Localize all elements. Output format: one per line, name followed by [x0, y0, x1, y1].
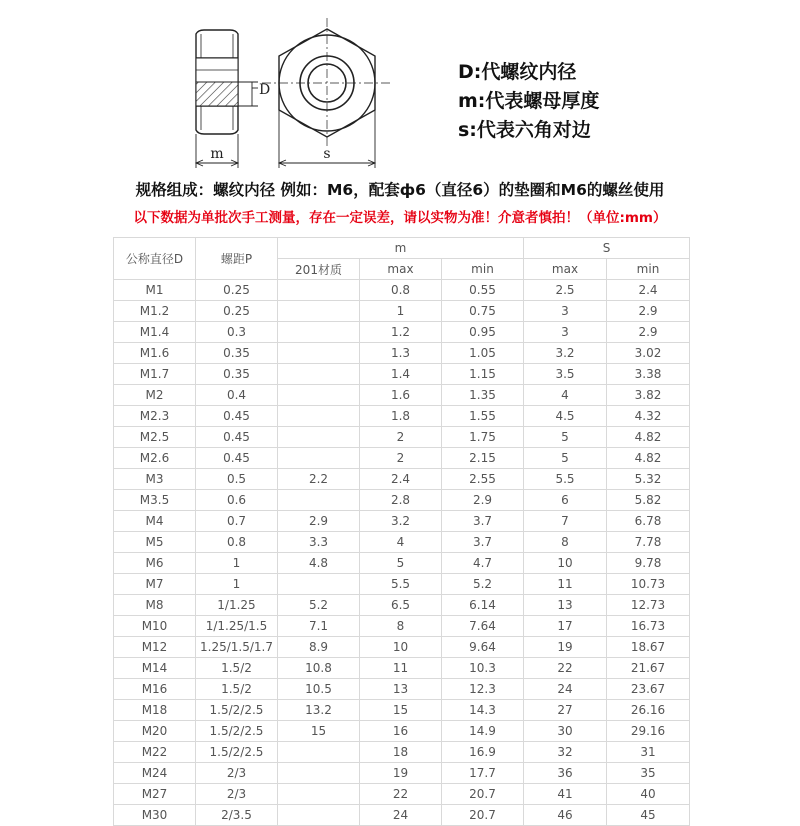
cell-s-max: 19 [524, 637, 607, 658]
legend-d: D:代螺纹内径 [458, 61, 577, 83]
cell-m-max: 3.2 [360, 511, 442, 532]
cell-material [278, 427, 360, 448]
table-row [114, 679, 690, 700]
cell-material [278, 301, 360, 322]
cell-s-min: 40 [607, 784, 690, 805]
hex-nut-drawing [0, 0, 440, 175]
cell-m-max: 6.5 [360, 595, 442, 616]
cell-material [278, 805, 360, 826]
cell-m-min: 1.35 [442, 385, 524, 406]
cell-s-max: 5 [524, 448, 607, 469]
spec-table-body [114, 280, 690, 826]
cell-s-min: 26.16 [607, 700, 690, 721]
cell-s-max: 5 [524, 427, 607, 448]
cell-pitch: 1 [196, 574, 278, 595]
cell-material: 4.8 [278, 553, 360, 574]
cell-s-min: 31 [607, 742, 690, 763]
cell-pitch: 1/1.25 [196, 595, 278, 616]
cell-s-min: 23.67 [607, 679, 690, 700]
cell-nominal: M18 [114, 700, 196, 721]
section-hatch [196, 82, 238, 106]
cell-s-max: 3 [524, 301, 607, 322]
cell-s-max: 7 [524, 511, 607, 532]
cell-nominal: M2.6 [114, 448, 196, 469]
cell-s-min: 18.67 [607, 637, 690, 658]
cell-material: 7.1 [278, 616, 360, 637]
cell-nominal: M20 [114, 721, 196, 742]
measurement-notice: 以下数据为单批次手工测量，存在一定误差，请以实物为准！介意者慎拍！（单位:mm） [133, 210, 667, 226]
cell-m-min: 10.3 [442, 658, 524, 679]
cell-m-max: 18 [360, 742, 442, 763]
cell-pitch: 0.45 [196, 448, 278, 469]
cell-nominal: M6 [114, 553, 196, 574]
cell-material [278, 574, 360, 595]
cell-m-max: 19 [360, 763, 442, 784]
cell-m-max: 2 [360, 448, 442, 469]
cell-material: 3.3 [278, 532, 360, 553]
cell-m-max: 1.8 [360, 406, 442, 427]
cell-m-min: 1.55 [442, 406, 524, 427]
cell-pitch: 2/3 [196, 763, 278, 784]
cell-pitch: 0.35 [196, 343, 278, 364]
cell-s-max: 3 [524, 322, 607, 343]
cell-pitch: 1.25/1.5/1.7 [196, 637, 278, 658]
cell-s-min: 12.73 [607, 595, 690, 616]
cell-m-min: 6.14 [442, 595, 524, 616]
cell-s-min: 3.02 [607, 343, 690, 364]
cell-nominal: M8 [114, 595, 196, 616]
table-row [114, 511, 690, 532]
table-row [114, 763, 690, 784]
cell-nominal: M1.2 [114, 301, 196, 322]
cell-material [278, 343, 360, 364]
cell-s-max: 4 [524, 385, 607, 406]
cell-s-max: 17 [524, 616, 607, 637]
cell-material [278, 364, 360, 385]
table-row [114, 448, 690, 469]
cell-m-min: 5.2 [442, 574, 524, 595]
cell-pitch: 0.8 [196, 532, 278, 553]
table-row [114, 490, 690, 511]
legend-m: m:代表螺母厚度 [458, 90, 600, 112]
cell-s-max: 3.5 [524, 364, 607, 385]
header-pitch: 螺距P [196, 238, 278, 280]
cell-pitch: 0.45 [196, 427, 278, 448]
cell-nominal: M12 [114, 637, 196, 658]
cell-s-max: 6 [524, 490, 607, 511]
cell-m-min: 20.7 [442, 784, 524, 805]
cell-m-max: 15 [360, 700, 442, 721]
cell-s-min: 4.32 [607, 406, 690, 427]
table-row [114, 721, 690, 742]
cell-s-min: 3.38 [607, 364, 690, 385]
cell-s-max: 3.2 [524, 343, 607, 364]
header-m: m [278, 238, 524, 259]
cell-m-max: 16 [360, 721, 442, 742]
table-row [114, 532, 690, 553]
cell-pitch: 0.4 [196, 385, 278, 406]
cell-m-min: 12.3 [442, 679, 524, 700]
cell-s-max: 46 [524, 805, 607, 826]
table-row [114, 301, 690, 322]
table-row [114, 637, 690, 658]
cell-pitch: 0.35 [196, 364, 278, 385]
cell-material [278, 406, 360, 427]
table-row [114, 406, 690, 427]
cell-m-max: 1.4 [360, 364, 442, 385]
cell-s-max: 41 [524, 784, 607, 805]
dimension-legend [458, 58, 778, 145]
cell-m-max: 1 [360, 301, 442, 322]
cell-s-min: 5.32 [607, 469, 690, 490]
cell-m-max: 22 [360, 784, 442, 805]
table-row [114, 595, 690, 616]
label-d: D [259, 82, 271, 98]
nut-side-view [196, 30, 258, 168]
table-row [114, 553, 690, 574]
cell-material: 10.8 [278, 658, 360, 679]
cell-m-max: 1.3 [360, 343, 442, 364]
cell-m-min: 2.9 [442, 490, 524, 511]
table-row [114, 700, 690, 721]
cell-s-min: 9.78 [607, 553, 690, 574]
cell-nominal: M3.5 [114, 490, 196, 511]
cell-s-min: 2.4 [607, 280, 690, 301]
cell-material: 2.2 [278, 469, 360, 490]
cell-m-min: 0.55 [442, 280, 524, 301]
cell-m-max: 0.8 [360, 280, 442, 301]
cell-pitch: 0.6 [196, 490, 278, 511]
cell-m-max: 8 [360, 616, 442, 637]
cell-material [278, 784, 360, 805]
cell-s-min: 35 [607, 763, 690, 784]
table-row [114, 385, 690, 406]
cell-m-min: 17.7 [442, 763, 524, 784]
table-row [114, 469, 690, 490]
cell-m-min: 3.7 [442, 511, 524, 532]
cell-s-max: 27 [524, 700, 607, 721]
cell-m-max: 1.6 [360, 385, 442, 406]
cell-pitch: 0.25 [196, 280, 278, 301]
header-s-max: max [524, 259, 607, 280]
cell-nominal: M24 [114, 763, 196, 784]
cell-nominal: M5 [114, 532, 196, 553]
cell-m-min: 2.55 [442, 469, 524, 490]
cell-pitch: 0.5 [196, 469, 278, 490]
header-s: S [524, 238, 690, 259]
cell-m-min: 0.75 [442, 301, 524, 322]
cell-s-min: 5.82 [607, 490, 690, 511]
cell-m-min: 1.75 [442, 427, 524, 448]
cell-m-max: 13 [360, 679, 442, 700]
cell-pitch: 2/3 [196, 784, 278, 805]
table-row [114, 805, 690, 826]
cell-m-min: 16.9 [442, 742, 524, 763]
cell-s-min: 4.82 [607, 448, 690, 469]
cell-nominal: M1 [114, 280, 196, 301]
legend-s: s:代表六角对边 [458, 119, 591, 141]
cell-nominal: M1.7 [114, 364, 196, 385]
cell-m-max: 24 [360, 805, 442, 826]
cell-pitch: 1.5/2 [196, 658, 278, 679]
cell-m-max: 11 [360, 658, 442, 679]
table-row [114, 784, 690, 805]
table-row [114, 364, 690, 385]
cell-m-min: 2.15 [442, 448, 524, 469]
table-row [114, 343, 690, 364]
cell-nominal: M2 [114, 385, 196, 406]
cell-nominal: M27 [114, 784, 196, 805]
cell-m-min: 14.9 [442, 721, 524, 742]
table-row [114, 658, 690, 679]
header-material: 201材质 [278, 259, 360, 280]
cell-material: 5.2 [278, 595, 360, 616]
cell-m-max: 2.8 [360, 490, 442, 511]
cell-s-min: 7.78 [607, 532, 690, 553]
cell-s-max: 36 [524, 763, 607, 784]
cell-m-min: 14.3 [442, 700, 524, 721]
cell-s-max: 22 [524, 658, 607, 679]
cell-s-min: 45 [607, 805, 690, 826]
cell-material [278, 490, 360, 511]
cell-nominal: M1.4 [114, 322, 196, 343]
cell-material: 8.9 [278, 637, 360, 658]
cell-s-min: 2.9 [607, 301, 690, 322]
cell-s-min: 6.78 [607, 511, 690, 532]
cell-nominal: M7 [114, 574, 196, 595]
cell-m-min: 7.64 [442, 616, 524, 637]
cell-material [278, 280, 360, 301]
cell-pitch: 2/3.5 [196, 805, 278, 826]
cell-pitch: 1.5/2/2.5 [196, 742, 278, 763]
cell-nominal: M1.6 [114, 343, 196, 364]
cell-s-min: 21.67 [607, 658, 690, 679]
cell-material: 15 [278, 721, 360, 742]
table-row [114, 322, 690, 343]
cell-m-max: 5 [360, 553, 442, 574]
cell-nominal: M3 [114, 469, 196, 490]
table-row [114, 616, 690, 637]
cell-s-max: 11 [524, 574, 607, 595]
cell-pitch: 0.7 [196, 511, 278, 532]
table-row [114, 574, 690, 595]
cell-s-max: 13 [524, 595, 607, 616]
label-s: s [323, 146, 331, 162]
cell-m-max: 4 [360, 532, 442, 553]
cell-m-min: 3.7 [442, 532, 524, 553]
cell-pitch: 0.45 [196, 406, 278, 427]
cell-s-min: 4.82 [607, 427, 690, 448]
spec-table [113, 237, 690, 826]
cell-s-max: 30 [524, 721, 607, 742]
cell-pitch: 1.5/2 [196, 679, 278, 700]
cell-m-min: 9.64 [442, 637, 524, 658]
cell-pitch: 1.5/2/2.5 [196, 700, 278, 721]
cell-material: 10.5 [278, 679, 360, 700]
cell-s-max: 24 [524, 679, 607, 700]
cell-m-max: 2.4 [360, 469, 442, 490]
spec-description: 规格组成：螺纹内径 例如：M6，配套ф6（直径6）的垫圈和M6的螺丝使用 [135, 181, 665, 199]
cell-nominal: M14 [114, 658, 196, 679]
cell-nominal: M2.3 [114, 406, 196, 427]
cell-nominal: M16 [114, 679, 196, 700]
cell-pitch: 0.3 [196, 322, 278, 343]
cell-m-min: 20.7 [442, 805, 524, 826]
cell-s-min: 3.82 [607, 385, 690, 406]
cell-material [278, 742, 360, 763]
cell-pitch: 1.5/2/2.5 [196, 721, 278, 742]
cell-s-max: 5.5 [524, 469, 607, 490]
cell-m-max: 2 [360, 427, 442, 448]
cell-material [278, 385, 360, 406]
header-m-min: min [442, 259, 524, 280]
cell-s-max: 2.5 [524, 280, 607, 301]
cell-s-max: 8 [524, 532, 607, 553]
cell-pitch: 1 [196, 553, 278, 574]
cell-nominal: M22 [114, 742, 196, 763]
cell-m-min: 1.15 [442, 364, 524, 385]
cell-m-min: 0.95 [442, 322, 524, 343]
cell-s-min: 16.73 [607, 616, 690, 637]
cell-nominal: M2.5 [114, 427, 196, 448]
cell-m-max: 1.2 [360, 322, 442, 343]
cell-s-min: 10.73 [607, 574, 690, 595]
cell-material: 2.9 [278, 511, 360, 532]
cell-m-min: 1.05 [442, 343, 524, 364]
header-s-min: min [607, 259, 690, 280]
cell-m-min: 4.7 [442, 553, 524, 574]
cell-nominal: M10 [114, 616, 196, 637]
cell-pitch: 0.25 [196, 301, 278, 322]
cell-m-max: 5.5 [360, 574, 442, 595]
cell-material [278, 763, 360, 784]
cell-s-min: 2.9 [607, 322, 690, 343]
table-row [114, 280, 690, 301]
cell-s-max: 4.5 [524, 406, 607, 427]
cell-s-min: 29.16 [607, 721, 690, 742]
label-m: m [210, 146, 224, 162]
cell-pitch: 1/1.25/1.5 [196, 616, 278, 637]
cell-material [278, 448, 360, 469]
table-row [114, 427, 690, 448]
cell-nominal: M4 [114, 511, 196, 532]
cell-material: 13.2 [278, 700, 360, 721]
cell-nominal: M30 [114, 805, 196, 826]
cell-s-max: 10 [524, 553, 607, 574]
cell-s-max: 32 [524, 742, 607, 763]
cell-m-max: 10 [360, 637, 442, 658]
table-row [114, 742, 690, 763]
header-m-max: max [360, 259, 442, 280]
cell-material [278, 322, 360, 343]
header-nominal-diameter: 公称直径D [114, 238, 196, 280]
